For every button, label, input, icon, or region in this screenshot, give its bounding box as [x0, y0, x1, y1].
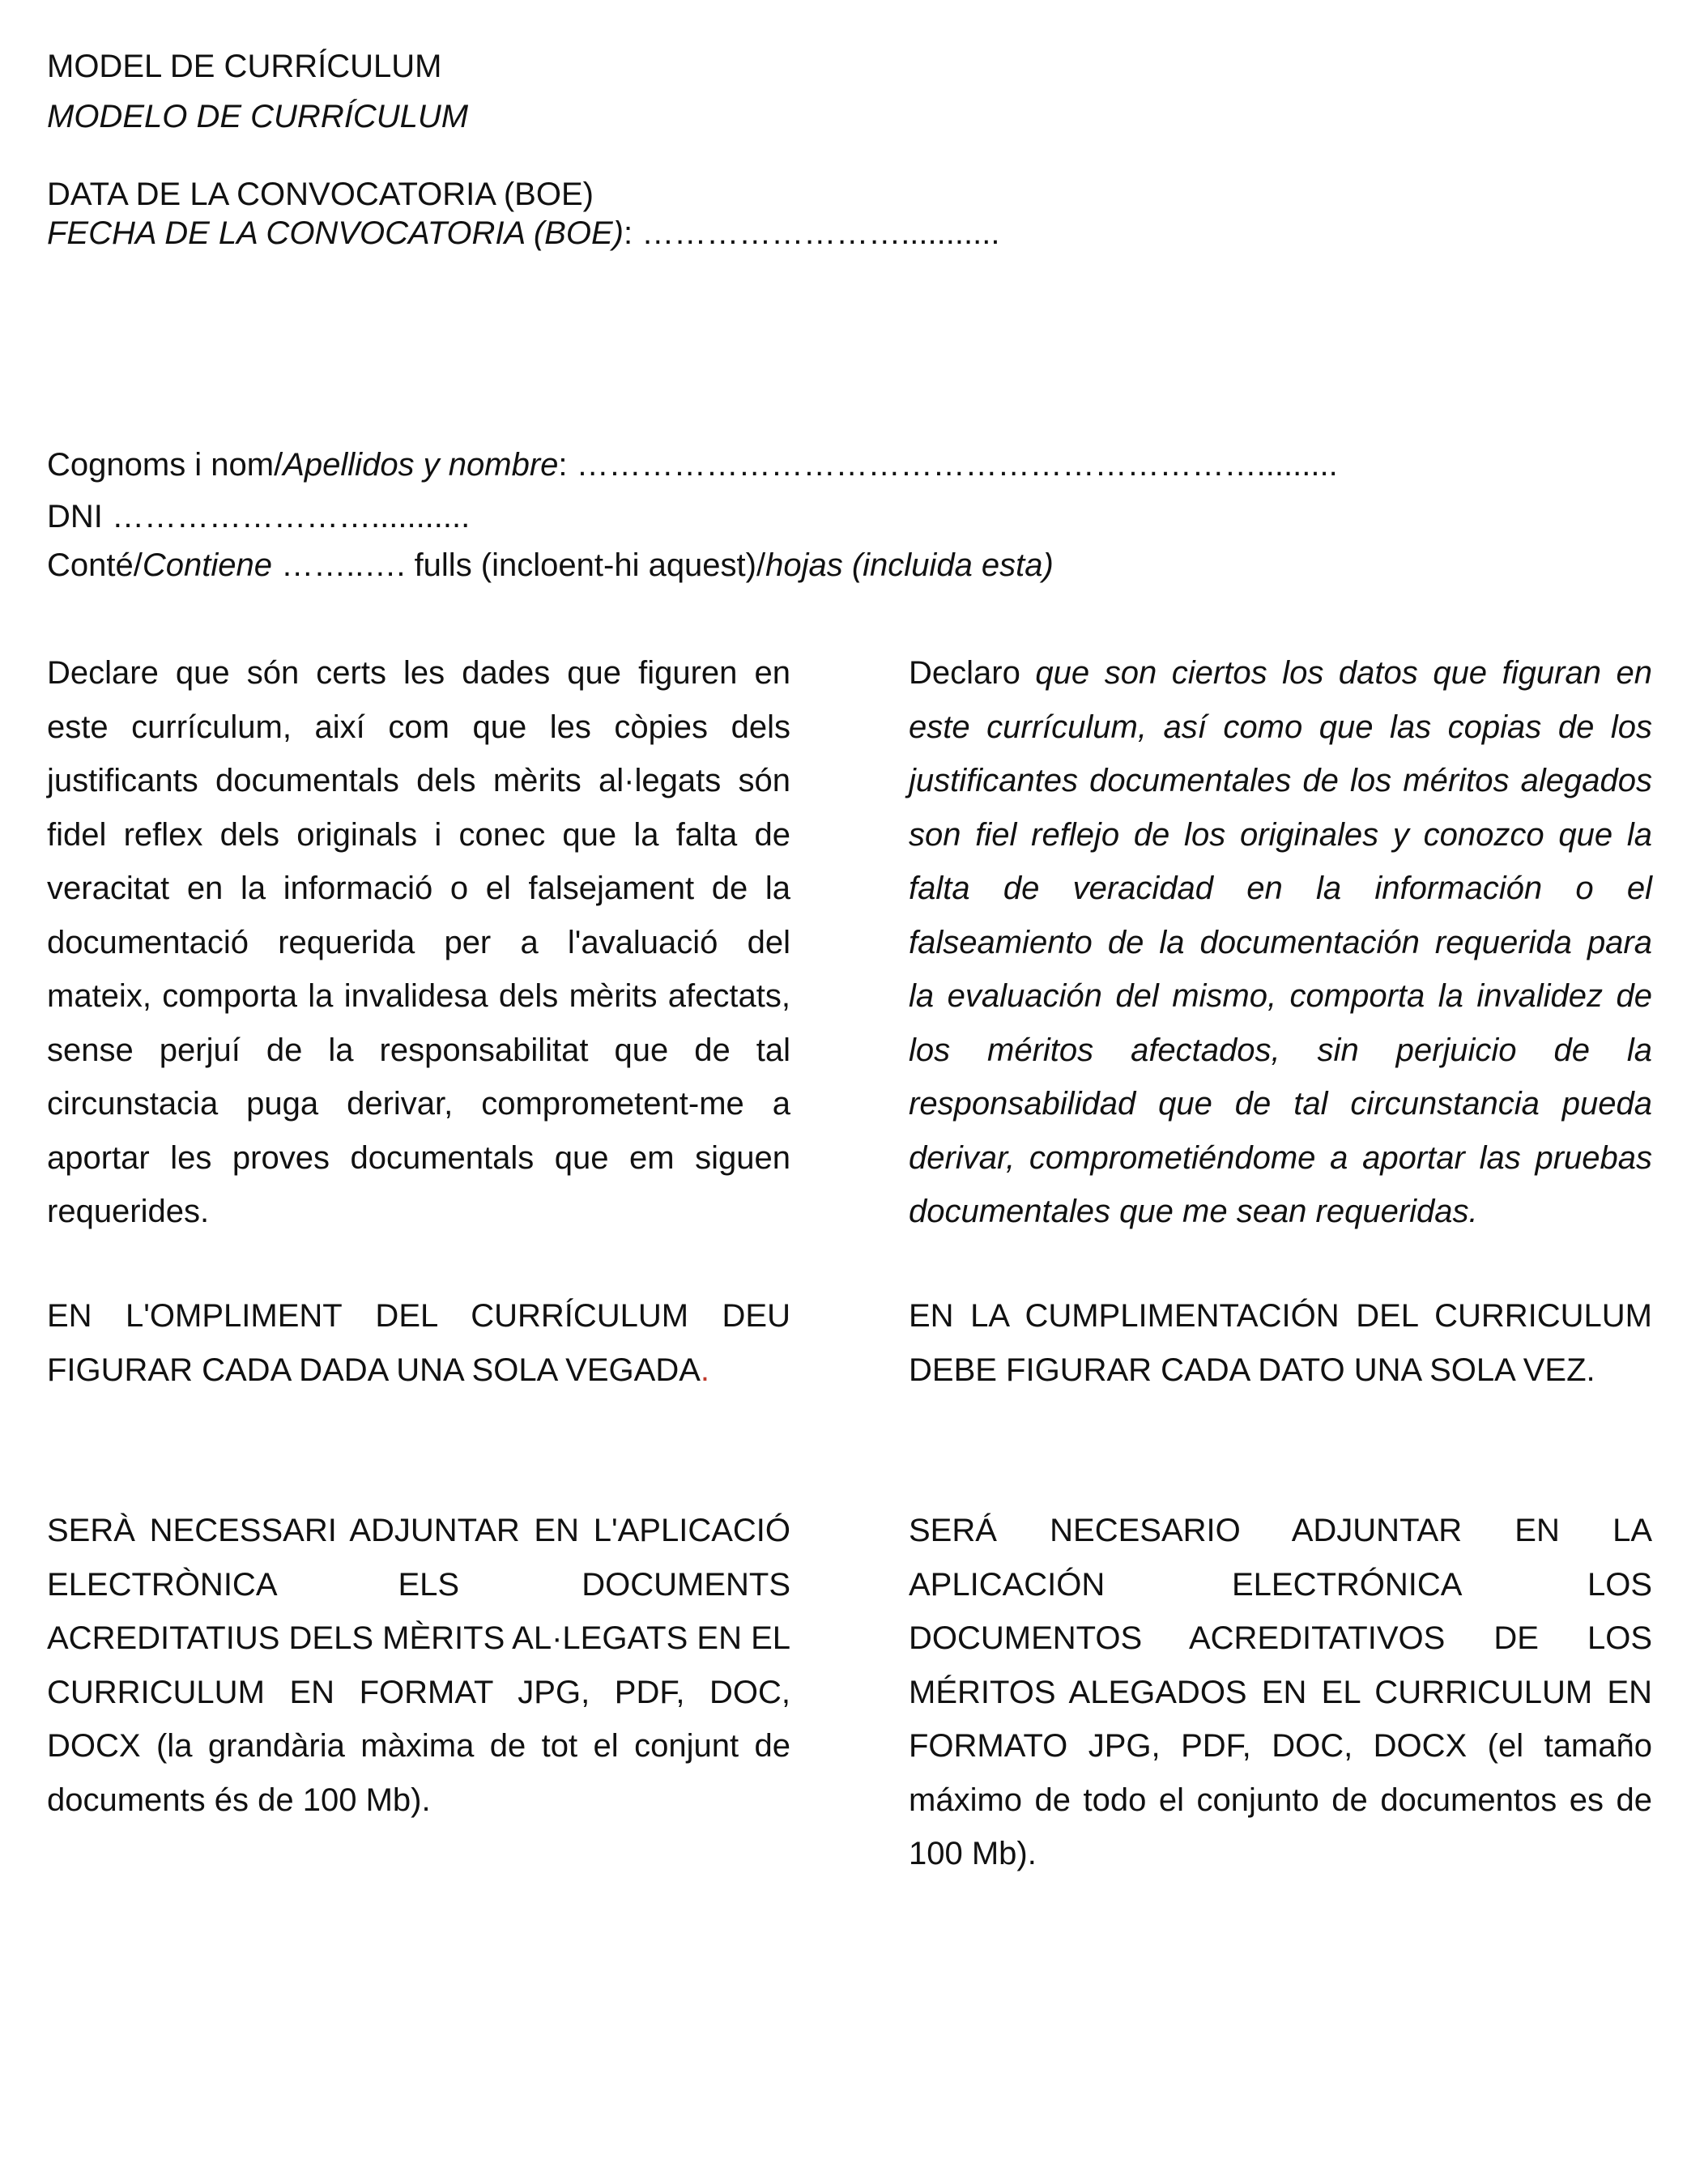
notice-once-spanish: EN LA CUMPLIMENTACIÓN DEL CURRICULUM DEBE FIGURAR CADA DATO UNA SOLA VEZ. [909, 1298, 1652, 1388]
notice-once-catalan [47, 1289, 790, 1397]
convocatoria-label-spanish: FECHA DE LA CONVOCATORIA (BOE) [47, 215, 624, 251]
convocatoria-separator: : [623, 215, 633, 251]
notice-once-catalan-text: EN L'OMPLIMENT DEL CURRÍCULUM DEU FIGURAR CADA DADA UNA SOLA VEGADA [47, 1298, 790, 1388]
dni-label: DNI [47, 499, 103, 534]
title-catalan: MODEL DE CURRÍCULUM [47, 49, 442, 84]
convocatoria-label-catalan: DATA DE LA CONVOCATORIA (BOE) [47, 177, 594, 212]
sheets-field [47, 546, 1054, 585]
title-spanish: MODELO DE CURRÍCULUM [47, 99, 469, 134]
sheets-label-catalan: Conté/ [47, 547, 143, 583]
name-blank: ………………………………………………………......... [567, 447, 1338, 483]
notice-attach-catalan: SERÀ NECESSARI ADJUNTAR EN L'APLICACIÓ ELECTRÒNICA ELS DOCUMENTS ACREDITATIUS DELS MÈRITS AL·LEGATS EN EL CURRICULUM EN FORMAT JPG, PDF, DOC, DOCX (la grandària màxima de tot el conjunt de documents és de 100 Mb). [47, 1513, 790, 1818]
name-label-spanish: Apellidos y nombre [283, 447, 559, 483]
dni-field [47, 497, 470, 536]
notice-attach-spanish: SERÁ NECESARIO ADJUNTAR EN LA APLICACIÓN ELECTRÓNICA LOS DOCUMENTOS ACREDITATIVOS DE LOS MÉRITOS ALEGADOS EN EL CURRICULUM EN FORMATO JPG, PDF, DOC, DOCX (el tamaño máximo de todo el conjunto de documentos es de 100 Mb). [909, 1513, 1652, 1871]
name-label-catalan: Cognoms i nom/ [47, 447, 283, 483]
notice-once-catalan-period: . [700, 1352, 710, 1388]
sheets-suffix-catalan: fulls (incloent-hi aquest)/ [414, 547, 766, 583]
declaration-spanish-lead: Declaro [909, 655, 1020, 691]
convocatoria-date-field [47, 214, 999, 253]
name-separator: : [558, 447, 568, 483]
sheets-suffix-spanish: hojas (incluida esta) [765, 547, 1054, 583]
sheets-blank: ……..…. [271, 547, 415, 583]
convocatoria-blank: ……………………........... [633, 215, 1000, 251]
declaration-catalan: Declare que són certs les dades que figuren en este currículum, així com que les còpies dels justificants documentals dels mèrits al·legats són fidel reflex dels originals i conec que la falta de veracitat en la informació o el falsejament de la documentació requerida per a l'avaluació del mateix, comporta la invalidesa dels mèrits afectats, sense perjuí de la responsabilitat que de tal circunstacia puga derivar, comprometent-me a aportar les proves documentals que em siguen requerides. [47, 655, 790, 1229]
declaration-spanish-body: que son ciertos los datos que figuran en este currículum, así como que las copias de los justificantes documentales de los méritos alegados son fiel reflejo de los originales y conozco que la falta de veracidad en la información o el falseamiento de la documentación requerida para la evaluación del mismo, comporta la invalidez de los méritos afectados, sin perjuicio de la responsabilidad que de tal circunstancia pueda derivar, comprometiéndome a aportar las pruebas documentales que me sean requeridas. [909, 655, 1652, 1229]
sheets-label-spanish: Contiene [142, 547, 272, 583]
dni-blank: ……………………........... [102, 499, 471, 534]
declaration-spanish [909, 646, 1652, 1239]
name-field [47, 445, 1338, 484]
